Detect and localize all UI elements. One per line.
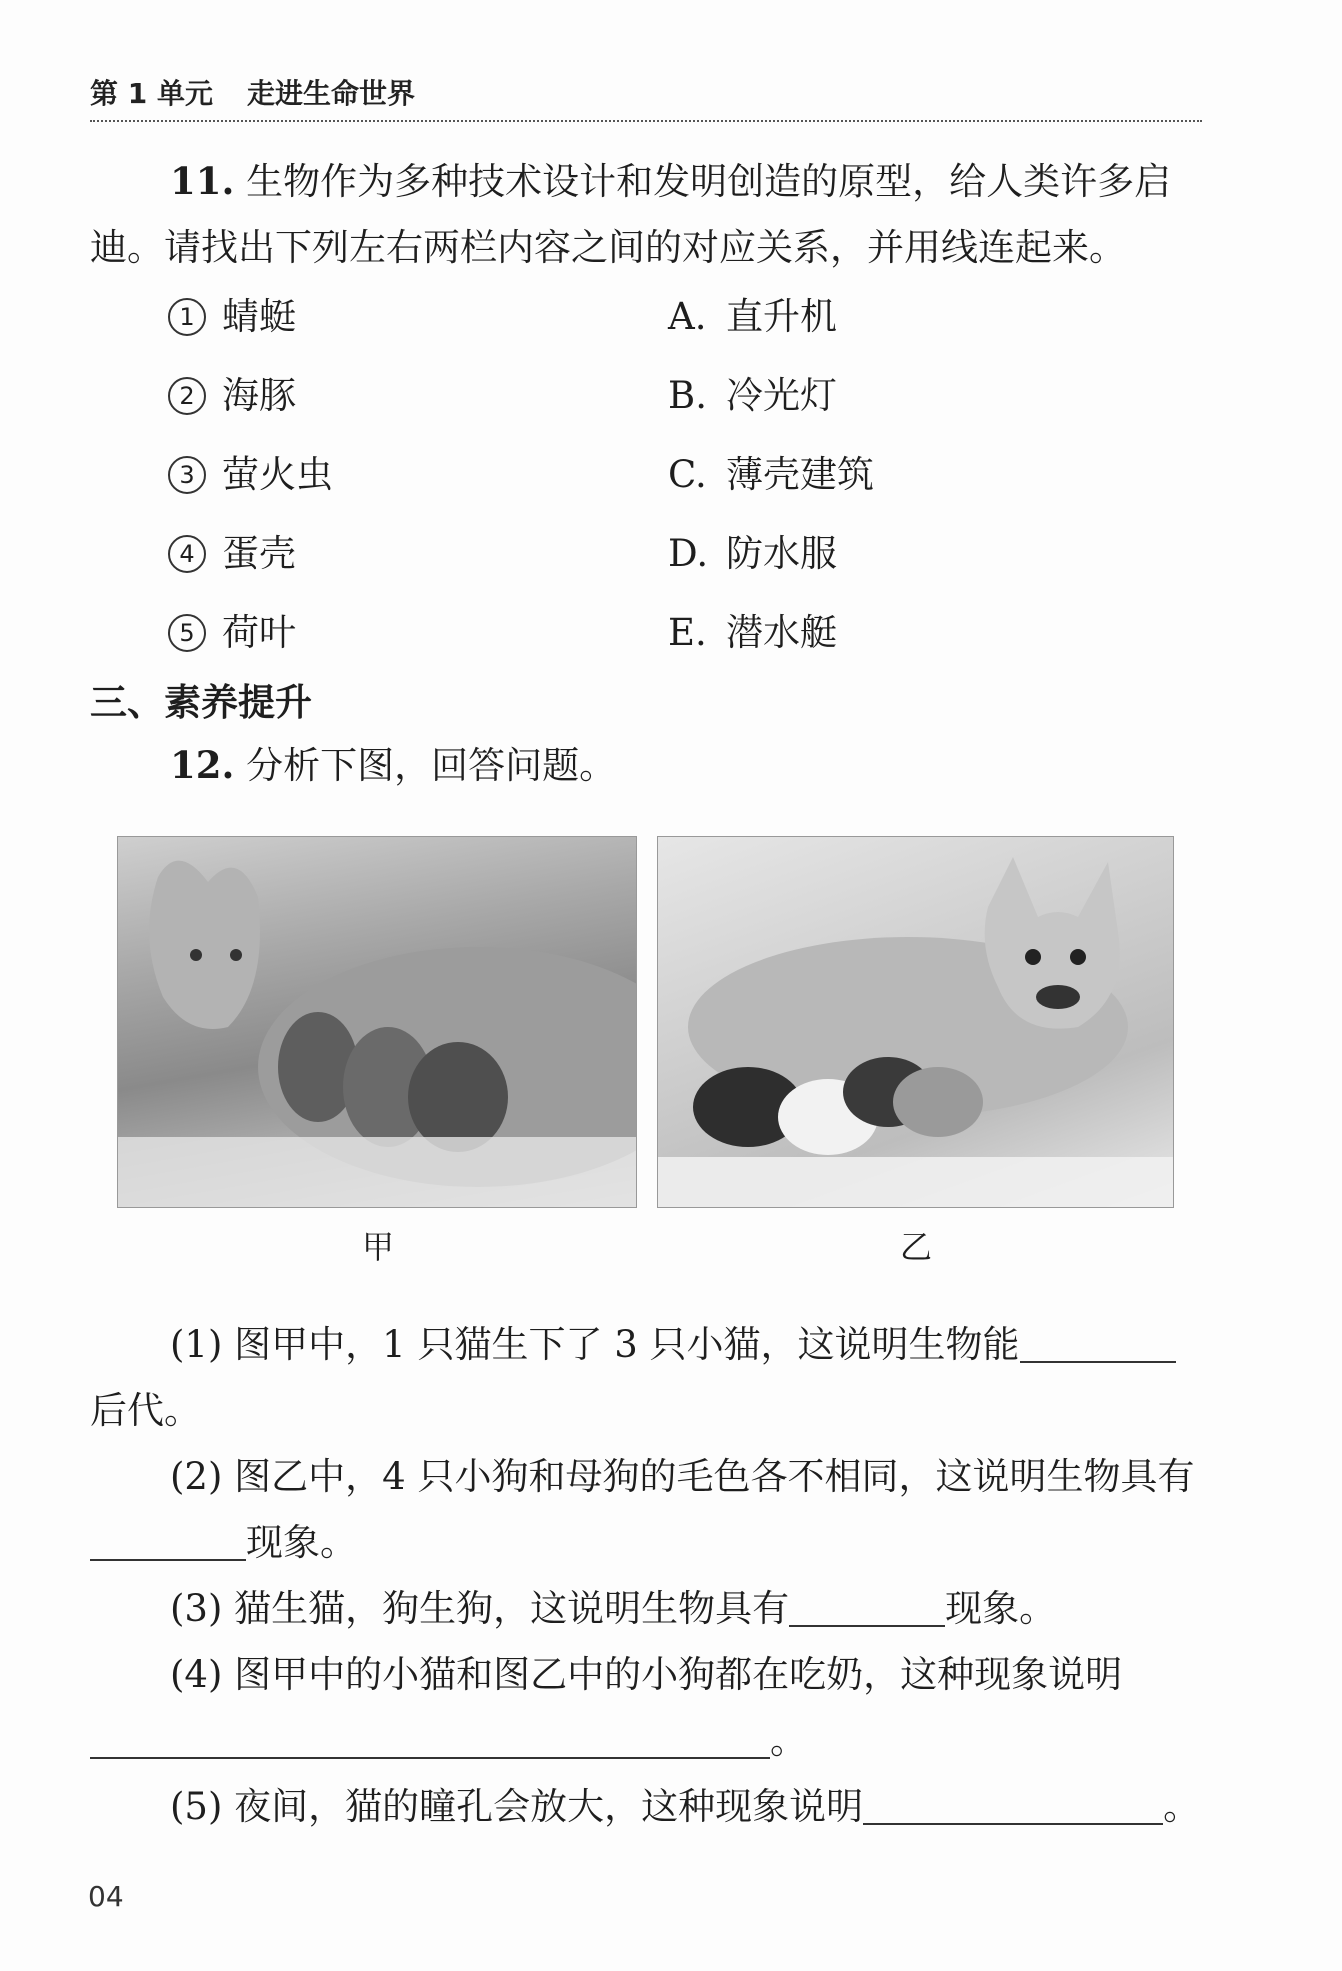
right-option-b[interactable] xyxy=(668,372,837,420)
page-header xyxy=(90,72,1202,122)
answer-blank-4[interactable] xyxy=(90,1717,770,1759)
right-option-a[interactable] xyxy=(668,293,837,341)
subquestion-1 xyxy=(90,1312,1205,1444)
subquestion-cont: 有 xyxy=(1157,1455,1195,1498)
option-label: 海豚 xyxy=(222,374,296,417)
subquestion-text: (4) 图甲中的小猫和图乙中的小狗都在吃奶，这种现象说 xyxy=(170,1653,1086,1696)
right-option-e[interactable] xyxy=(668,609,837,657)
answer-blank-2[interactable] xyxy=(90,1519,246,1561)
left-option-1[interactable] xyxy=(168,293,296,341)
left-option-2[interactable] xyxy=(168,372,296,420)
question-text: 生物作为多种技术设计和发明创造的原型，给人类许多启迪。请找出下列左右两栏内容之间的对应关系，并用线连起来。 xyxy=(90,160,1172,269)
option-label: 荷叶 xyxy=(222,611,296,654)
right-option-c[interactable] xyxy=(668,451,874,499)
page-number: 04 xyxy=(88,1880,124,1913)
question-number: 11. xyxy=(170,159,235,203)
subquestion-tail: 后代。 xyxy=(90,1389,201,1432)
section-heading: 三、素养提升 xyxy=(90,681,312,724)
subquestion-text: (2) 图乙中，4 只小狗和母狗的毛色各不相同，这说明生物具 xyxy=(170,1455,1158,1498)
subquestion-tail: 。 xyxy=(770,1719,807,1762)
question-text: 分析下图，回答问题。 xyxy=(246,744,617,787)
option-letter: E. xyxy=(668,611,707,654)
left-option-4[interactable] xyxy=(168,530,296,578)
photo-dog-with-puppies xyxy=(657,836,1174,1208)
circled-number: 2 xyxy=(168,377,206,415)
answer-blank-3[interactable] xyxy=(789,1585,945,1627)
circled-number: 5 xyxy=(168,614,206,652)
answer-blank-1[interactable] xyxy=(1020,1321,1176,1363)
subquestion-text: (1) 图甲中，1 只猫生下了 3 只小猫，这说明生物能 xyxy=(170,1323,1020,1366)
question-12 xyxy=(90,732,1205,799)
subquestion-4 xyxy=(90,1642,1205,1774)
option-letter: A. xyxy=(668,295,707,338)
caption-jia: 甲 xyxy=(362,1228,395,1266)
option-label: 萤火虫 xyxy=(222,453,333,496)
option-label: 蜻蜓 xyxy=(222,295,296,338)
photo-cat-with-kittens xyxy=(117,836,637,1208)
option-label: 潜水艇 xyxy=(726,611,837,654)
answer-blank-5[interactable] xyxy=(863,1783,1163,1825)
right-option-d[interactable] xyxy=(668,530,837,578)
left-option-5[interactable] xyxy=(168,609,296,657)
subquestion-5 xyxy=(90,1774,1205,1840)
unit-label: 第 1 单元 xyxy=(90,77,213,110)
subquestion-text: (5) 夜间，猫的瞳孔会放大，这种现象说明 xyxy=(170,1785,864,1828)
subquestion-tail: 现象。 xyxy=(945,1587,1057,1630)
circled-number: 3 xyxy=(168,456,206,494)
option-label: 薄壳建筑 xyxy=(726,453,874,496)
caption-yi: 乙 xyxy=(900,1228,933,1266)
question-number: 12. xyxy=(170,743,235,787)
option-label: 冷光灯 xyxy=(726,374,837,417)
subquestion-text: (3) 猫生猫，狗生狗，这说明生物具有 xyxy=(170,1587,790,1630)
subquestion-2 xyxy=(90,1444,1205,1576)
question-11 xyxy=(90,148,1205,281)
dog-illustration xyxy=(658,837,1173,1207)
subquestion-3 xyxy=(90,1576,1205,1642)
subquestion-cont: 明 xyxy=(1085,1653,1123,1696)
subquestion-tail: 。 xyxy=(1163,1785,1201,1828)
circled-number: 1 xyxy=(168,298,206,336)
left-option-3[interactable] xyxy=(168,451,333,499)
option-label: 防水服 xyxy=(726,532,837,575)
option-label: 蛋壳 xyxy=(222,532,296,575)
subquestion-tail: 现象。 xyxy=(246,1521,357,1564)
cat-illustration xyxy=(118,837,636,1207)
option-letter: D. xyxy=(668,532,709,575)
option-letter: C. xyxy=(668,453,707,496)
circled-number: 4 xyxy=(168,535,206,573)
unit-title: 走进生命世界 xyxy=(246,77,415,110)
option-label: 直升机 xyxy=(726,295,837,338)
option-letter: B. xyxy=(668,374,707,417)
